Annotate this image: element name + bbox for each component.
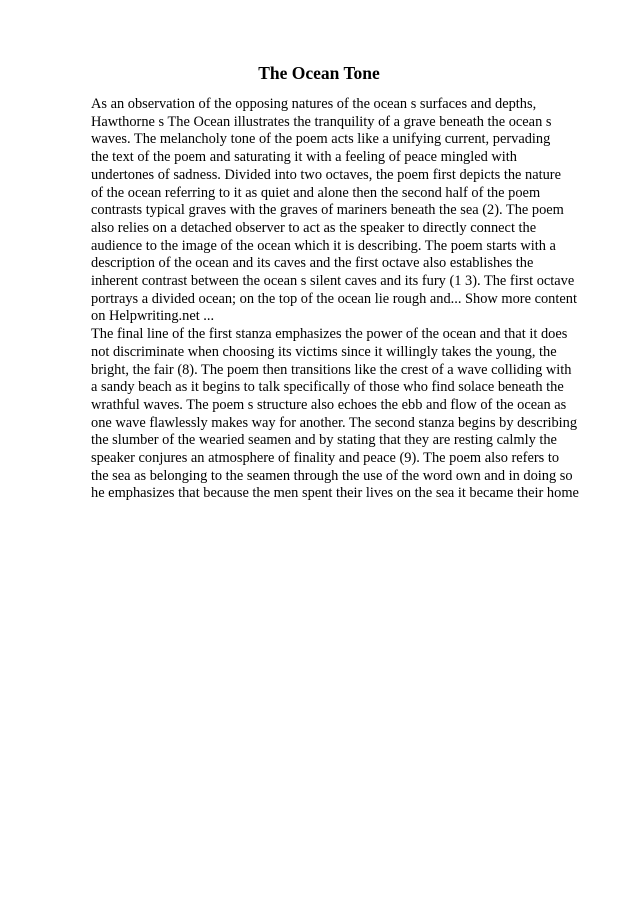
document-body: [91, 96, 591, 503]
text-line: speaker conjures an atmosphere of finality and peace (9). The poem also refers to: [91, 450, 560, 467]
text-line: the sea as belonging to the seamen through the use of the word own and in doing so: [91, 467, 573, 484]
text-line: the text of the poem and saturating it with a feeling of peace mingled with: [91, 149, 517, 166]
text-line: not discriminate when choosing its victims since it willingly takes the young, the: [91, 343, 557, 360]
text-line: audience to the image of the ocean which it is describing. The poem starts with a: [91, 237, 556, 254]
text-line: portrays a divided ocean; on the top of the ocean lie rough and... Show more content: [91, 290, 577, 307]
text-line: bright, the fair (8). The poem then transitions like the crest of a wave colliding with: [91, 361, 572, 378]
text-line: a sandy beach as it begins to talk specifically of those who find solace beneath the: [91, 379, 564, 396]
text-line: description of the ocean and its caves and the first octave also establishes the: [91, 255, 534, 272]
text-line: also relies on a detached observer to act as the speaker to directly connect the: [91, 219, 537, 236]
text-line: the slumber of the wearied seamen and by stating that they are resting calmly the: [91, 432, 557, 449]
text-line: The final line of the first stanza emphasizes the power of the ocean and that it does: [91, 326, 568, 343]
text-line: one wave flawlessly makes way for another. The second stanza begins by describing: [91, 414, 578, 431]
text-line: As an observation of the opposing natures of the ocean s surfaces and depths,: [91, 96, 537, 112]
text-line: on Helpwriting.net ...: [91, 308, 215, 325]
text-line: waves. The melancholy tone of the poem acts like a unifying current, pervading: [91, 131, 551, 148]
text-line: inherent contrast between the ocean s silent caves and its fury (1 3). The first octave: [91, 273, 575, 290]
text-line: contrasts typical graves with the graves of mariners beneath the sea (2). The poem: [91, 202, 564, 219]
text-line: Hawthorne s The Ocean illustrates the tranquility of a grave beneath the ocean s: [91, 113, 552, 130]
text-line: undertones of sadness. Divided into two octaves, the poem first depicts the nature: [91, 166, 561, 183]
text-line: he emphasizes that because the men spent their lives on the sea it became their home: [91, 485, 579, 502]
document-title: The Ocean Tone: [258, 63, 380, 83]
text-line: wrathful waves. The poem s structure also echoes the ebb and flow of the ocean as: [91, 396, 567, 413]
text-line: of the ocean referring to it as quiet and alone then the second half of the poem: [91, 184, 541, 201]
